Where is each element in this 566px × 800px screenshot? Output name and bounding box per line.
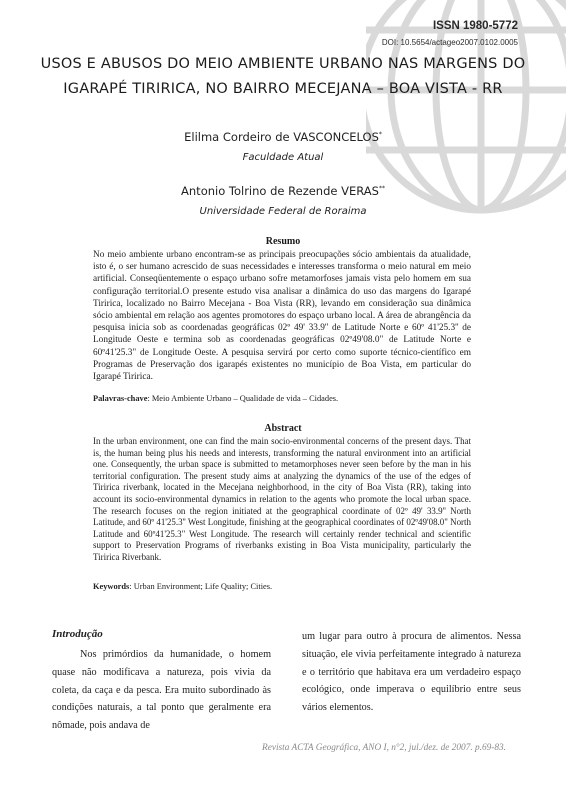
resumo-keywords-values: : Meio Ambiente Urbano – Qualidade de vida – Cidades. (147, 394, 339, 403)
resumo-keywords (93, 394, 471, 403)
author-1-mark: * (378, 131, 382, 139)
title-line-2: IGARAPÉ TIRIRICA, NO BAIRRO MECEJANA – BOA VISTA - RR (63, 81, 503, 97)
author-2-name: Antonio Tolrino de Rezende VERAS (181, 184, 379, 198)
doi-link[interactable]: DOI: 10.5654/actageo2007.0102.0005 (381, 38, 518, 47)
journal-citation-footer: Revista ACTA Geográfica, ANO I, n°2, jul./dez. de 2007. p.69-83. (262, 743, 506, 753)
resumo-keywords-label: Palavras-chave (93, 394, 148, 403)
intro-column-2 (302, 628, 521, 717)
author-2 (0, 184, 566, 198)
resumo-text: No meio ambiente urbano encontram-se as principais preocupações sócio ambientais da atualidade, isto é, o ser humano acrescido de suas necessidades e interesses transforma o meio natural em meio artificial. Conseqüentemente o espaço urbano sofre metamorfoses jamais vista pelo homem em sua configuração territorial.O presente estudo visa analisar a dinâmica do uso das margens do Igarapé Tiririca, localizado no Bairro Mecejana - Boa Vista (RR), levando em consideração sua dinâmica sócio ambiental em relação aos agentes promotores do espaço urbano local. A área de abrangência da pesquisa inicia sob as coordenadas geográficas 02º 49' 33.9'' de Latitude Norte e 60º 41'25.3'' de Longitude Oeste e termina sob as coordenadas geográficas 02º49'08.0" de Latitude Norte e 60º41'25.3" de Longitude Oeste. A pesquisa servirá por certo como suporte técnico-científico em Programas de Preservação dos igarapés existentes no município de Boa Vista, em particular do Igarapé Tiririca. (93, 250, 471, 383)
intro-paragraph-2: um lugar para outro à procura de alimentos. Nessa situação, ele vivia perfeitamente integrado à natureza e o território que habitava era um verdadeiro espaço ecológico, onde imperava o equilíbrio entre seus vários elementos. (302, 631, 521, 714)
intro-paragraph-1: Nos primórdios da humanidade, o homem quase não modificava a natureza, pois vivia da coleta, da caça e da pesca. Era muito subordinado às condições naturais, a tal ponto que geralmente era nômade, pois andava de (52, 649, 271, 732)
title-line-1: USOS E ABUSOS DO MEIO AMBIENTE URBANO NAS MARGENS DO (40, 56, 526, 72)
resumo-heading: Resumo (265, 236, 301, 247)
abstract-keywords-label: Keywords (93, 582, 130, 591)
author-1-name: Elilma Cordeiro de VASCONCELOS (184, 130, 379, 144)
intro-column-1 (52, 646, 271, 735)
author-2-mark: ** (378, 185, 385, 193)
author-2-affiliation: Universidade Federal de Roraima (199, 206, 367, 217)
abstract-text: In the urban environment, one can find the main socio-environmental concerns of the present days. That is, the human being plus his needs and interests, transforming the natural environment into an artificial one. Consequently, the urban space is submitted to metamorphoses never seen before by the man in his territorial configuration. The present study aims at analyzing the dynamics of the use of the edges of Tiririca riverbank, located in the Mecejana neighborhood, in the city of Boa Vista (RR), taking into account its socio-environmental dynamics in relation to the agents who promote the local urban space. The research focuses on the region initiated at the geographical coordinate of 02º 49' 33.9'' North Latitude, and 60º 41'25.3'' West Longitude, finishing at the geographical coordinates of 02º49'08.0" North Latitude and 60º41'25.3" West Longitude. The research will certainly render technical and scientific support to Preservation Programs of riverbanks existing in Boa Vista municipality, particularly the Tiririca Riverbank. (93, 436, 471, 562)
paper-title (20, 52, 546, 102)
abstract-keywords-values: : Urban Environment; Life Quality; Cities. (129, 582, 273, 591)
introducao-heading: Introdução (52, 628, 103, 640)
abstract-keywords (93, 582, 471, 591)
author-1-affiliation: Faculdade Atual (242, 152, 324, 163)
issn-number: ISSN 1980-5772 (432, 20, 518, 32)
author-1 (0, 130, 566, 144)
abstract-heading: Abstract (264, 423, 302, 434)
